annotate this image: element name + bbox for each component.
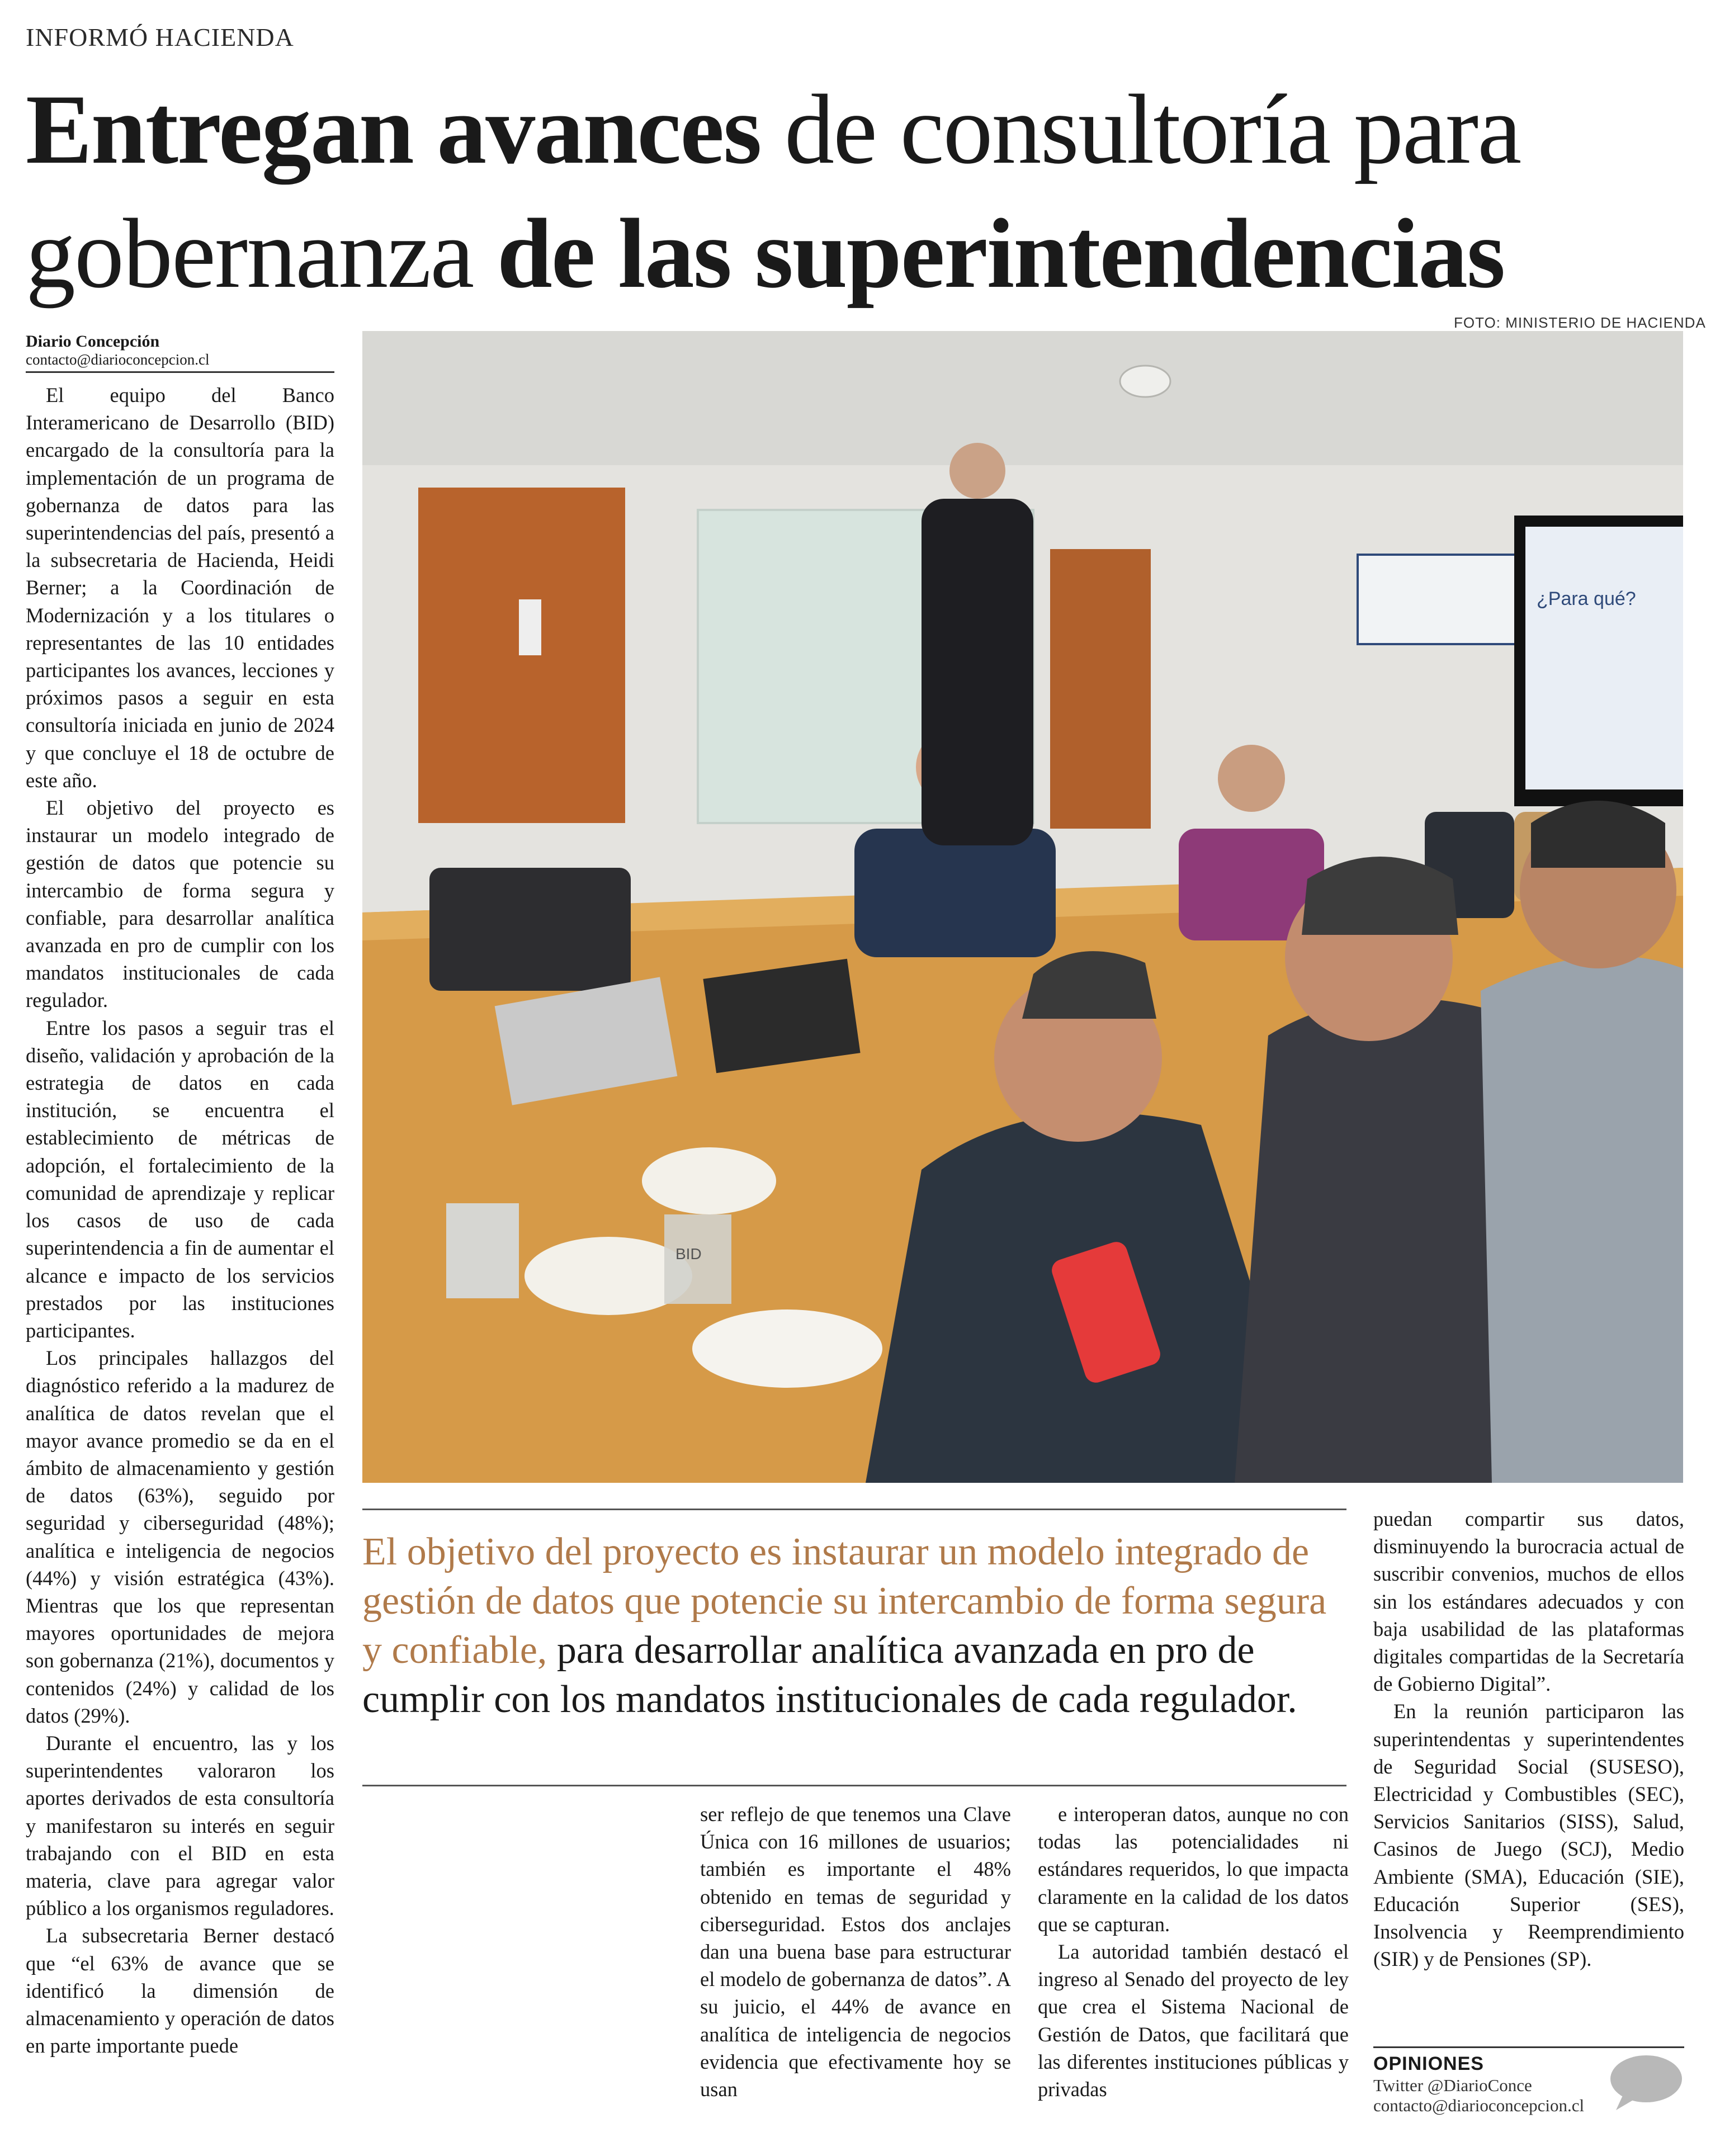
paragraph: El objetivo del proyecto es instaurar un modelo integrado de gestión de datos que potencie su intercambio de forma segura y confiable, para desarrollar analítica avanzada en pro de cumplir con los mandatos institucionales de cada regulador. — [26, 796, 334, 1012]
photo-credit: FOTO: MINISTERIO DE HACIENDA — [1454, 314, 1706, 331]
byline-divider — [26, 371, 334, 373]
paragraph: En la reunión participaron las superintendentas y superintendentes de Seguridad Social (SUSESO), Electricidad y Combustibles (SEC), Servicios Sanitarios (SISS), Salud, Casinos de Juego (SCJ), Medio Ambiente (SMA), Educación (SIE), Educación Superior (SES), Insolvencia y Reemprendimiento (SIR) y de Pensiones (SP). — [1373, 1700, 1684, 1971]
paragraph: Entre los pasos a seguir tras el diseño, validación y aprobación de la estrategia de datos en cada institución, se encuentra el establecimiento de métricas de adopción, el fortalecimiento de la comunidad de aprendizaje y replicar los casos de uso de cada superintendencia a fin de aumentar el alcance e impacto de los servicios prestados por las instituciones participantes. — [26, 1016, 334, 1342]
quote-bottom-divider — [362, 1785, 1346, 1786]
paragraph: ser reflejo de que tenemos una Clave Única con 16 millones de usuarios; también es importante el 48% obtenido en temas de seguridad y ciberseguridad. Estos dos anclajes dan una buena base para estructurar el modelo de gobernanza de datos”. A su juicio, el 44% de avance en analítica de inteligencia de negocios evidencia que efectivamente hoy se usan — [700, 1803, 1011, 2101]
paragraph: El equipo del Banco Interamericano de Desarrollo (BID) encargado de la consultoría para la implementación de un programa de gobernanza de datos para las superintendencias del país, presentó a la subsecretaria de Hacienda, Heidi Berner; a la Coordinación de Modernización y a los titulares o representantes de las 10 entidades participantes los avances, lecciones y próximos pasos a seguir en esta consultoría iniciada en junio de 2024 y que concluye el 18 de octubre de este año. — [26, 384, 334, 792]
byline-email: contacto@diarioconcepcion.cl — [26, 351, 210, 368]
opinions-title: OPINIONES — [1373, 2053, 1484, 2074]
paragraph: La subsecretaria Berner destacó que “el 63% de avance que se identificó la dimensión de almacenamiento y operación de datos en parte importante puede — [26, 1924, 334, 2058]
headline-part-2: de consultoría para gobernanza — [26, 74, 1521, 309]
opinions-divider — [1373, 2046, 1684, 2048]
mug-logo-text: BID — [675, 1245, 702, 1263]
paragraph: puedan compartir sus datos, disminuyendo la burocracia actual de suscribir convenios, muchos de ellos sin los estándares adecuados y con baja usabilidad de las plataformas digitales compartidas de la Secretaría de Gobierno Digital”. — [1373, 1507, 1684, 1696]
right-column — [1373, 1505, 1684, 2042]
quote-top-divider — [362, 1509, 1346, 1510]
headline-part-3: de las superintendencias — [497, 198, 1505, 309]
pull-quote — [362, 1528, 1346, 1724]
screen-title-text: ¿Para qué? — [1537, 588, 1636, 609]
opinions-twitter: Twitter @DiarioConce — [1373, 2075, 1532, 2095]
headline — [26, 67, 1698, 315]
headline-part-1: Entregan avances — [26, 74, 761, 185]
middle-column-1 — [700, 1800, 1011, 2130]
paragraph: La autoridad también destacó el ingreso al Senado del proyecto de ley que crea el Sistema Nacional de Gestión de Datos, que facilitará que las diferentes instituciones públicas y privadas — [1038, 1940, 1349, 2101]
paragraph: e interoperan datos, aunque no con todas las potencialidades ni estándares requeridos, lo que impacta claramente en la calidad de los datos que se capturan. — [1038, 1803, 1349, 1936]
pull-quote-rest: para desarrollar analítica avanzada en pro de cumplir con los mandatos institucionales de cada regulador. — [362, 1629, 1297, 1721]
paragraph: Los principales hallazgos del diagnóstico referido a la madurez de analítica de datos revelan que el mayor avance promedio se da en el ámbito de almacenamiento y gestión de datos (63%), seguido por seguridad y ciberseguridad (48%); analítica e inteligencia de negocios (44%) y visión estratégica (43%). Mientras que los que representan mayores oportunidades de mejora son gobernanza (21%), documentos y contenidos (24%) y calidad de los datos (29%). — [26, 1346, 334, 1727]
pull-quote-highlight: El objetivo del proyecto es instaurar un modelo integrado de gestión de datos que potencie su intercambio de forma segura y confiable, — [362, 1530, 1327, 1672]
opinions-email: contacto@diarioconcepcion.cl — [1373, 2096, 1585, 2115]
byline-name: Diario Concepción — [26, 332, 160, 351]
meeting-photo — [362, 331, 1683, 1483]
left-column — [26, 381, 334, 2120]
middle-column-2 — [1038, 1800, 1349, 2130]
speech-bubble-icon — [1606, 2052, 1684, 2114]
kicker: INFORMÓ HACIENDA — [26, 23, 294, 51]
paragraph: Durante el encuentro, las y los superintendentes valoraron los aportes derivados de esta consultoría y manifestaron su interés en seguir trabajando con el BID en esta materia, clave para agregar valor público a los organismos reguladores. — [26, 1731, 334, 1920]
